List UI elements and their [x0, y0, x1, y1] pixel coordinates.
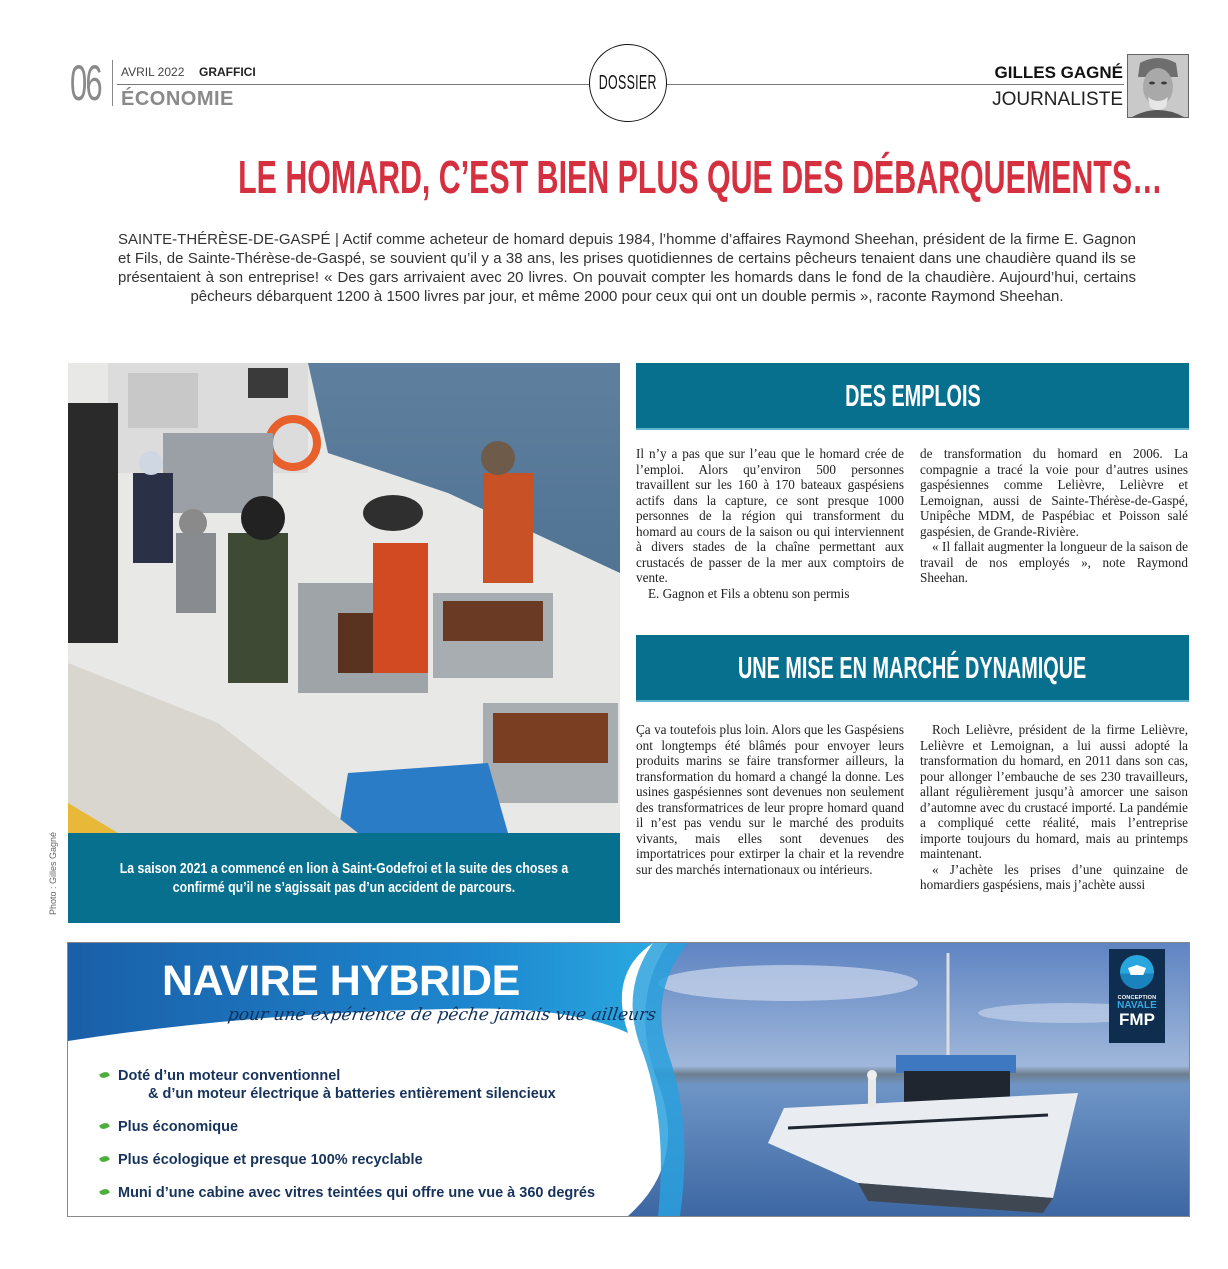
leaf-icon — [99, 1121, 110, 1131]
marche-column-2 — [920, 722, 1188, 893]
section-heading-emplois: DES EMPLOIS — [636, 363, 1189, 430]
photo-caption-box — [68, 833, 620, 923]
ad-title: NAVIRE HYBRIDE — [162, 957, 520, 1005]
paragraph: Roch Lelièvre, président de la firme Lelièvre, Lelièvre et Lemoignan, a lui aussi adopté la transformation du homard, en 2011 dans son cas, pour allonger l’embauche de ses 230 travailleurs, allant régulièrement jusqu’à amorcer une saison d’automne avec du crustacé importé. La pandémie a compliqué cette réalité, mais l’entreprise importe toujours du homard, mais au printemps maintenant. — [920, 722, 1188, 861]
advertisement-navire-hybride[interactable] — [67, 942, 1190, 1217]
leaf-icon — [99, 1187, 110, 1197]
paragraph: E. Gagnon et Fils a obtenu son permis — [648, 585, 850, 601]
marche-column-1 — [636, 722, 904, 877]
section-heading-mise-en-marche: UNE MISE EN MARCHÉ DYNAMIQUE — [636, 635, 1189, 702]
section-name: ÉCONOMIE — [121, 88, 234, 110]
publication-name: GRAFFICI — [199, 65, 256, 79]
lobster-boat-photo — [68, 363, 620, 833]
headline: LE HOMARD, C’EST BIEN PLUS QUE DES DÉBARQUEMENTS… — [238, 151, 1163, 203]
emplois-column-1 — [636, 446, 904, 601]
author-role: JOURNALISTE — [992, 89, 1123, 110]
fmp-logo: CONCEPTION NAVALE FMP — [1109, 949, 1165, 1043]
photo-credit: Photo : Gilles Gagné — [48, 831, 58, 915]
paragraph: Il n’y a pas que sur l’eau que le homard crée de l’emploi. Alors qu’environ 500 personnes travaillent sur les 160 à 170 bateaux gaspésiens actifs dans la capture, ce sont presque 1000 personnes de la région qui transforment du homard au cours de la saison ou qui interviennent à divers stades de la chaîne permettant aux crustacés de passer de la mer aux comptoirs de vente. — [636, 446, 904, 585]
ad-feature: Muni d’une cabine avec vitres teintées qui offre une vue à 360 degrés — [100, 1184, 595, 1202]
header-rule-right — [665, 84, 1124, 85]
ad-feature: Plus économique — [100, 1118, 595, 1136]
leaf-icon — [99, 1070, 110, 1080]
ad-feature: Doté d’un moteur conventionnel & d’un moteur électrique à batteries entièrement silencieux — [100, 1067, 595, 1103]
paragraph: « J’achète les prises d’une quinzaine de homardiers gaspésiens, mais j’achète aussi — [920, 861, 1188, 892]
page-number: 06 — [70, 55, 101, 111]
leaf-icon — [99, 1154, 110, 1164]
photo-caption: La saison 2021 a commencé en lion à Saint-Godefroi et la suite des choses a confirmé qu’il ne s’agissait pas d’un accident de parcours. — [119, 860, 569, 896]
boat-bow-icon — [1120, 955, 1154, 989]
dossier-badge — [589, 44, 667, 122]
ad-feature: Plus écologique et presque 100% recyclable — [100, 1151, 595, 1169]
paragraph: « Il fallait augmenter la longueur de la saison de travail de nos employés », note Raymond Sheehan. — [920, 539, 1188, 585]
ad-tagline: pour une expérience de pêche jamais vue ailleurs — [226, 1005, 658, 1025]
paragraph: Ça va toutefois plus loin. Alors que les Gaspésiens ont longtemps été blâmés pour envoyer leurs produits marins se faire transformer ailleurs, la transformation du homard a changé la donne. Les usines gaspésiennes sont devenues non seulement des transformatrices de leur propre homard quand il n’est pas vendu sur le marché des produits vivants, mais elles sont devenues des importatrices pour extirper la chair et la revendre sur des marchés internationaux ou intérieurs. — [636, 722, 904, 877]
paragraph: de transformation du homard en 2006. La compagnie a tracé la voie pour d’autres usines gaspésiennes comme Lelièvre, Lelièvre et Lemoignan, aussi de Sainte-Thérèse-de-Gaspé, Unipêche MDM, de Paspébiac et Poisson salé gaspésien, de Grande-Rivière. — [920, 446, 1188, 539]
issue-date: AVRIL 2022 — [121, 65, 185, 79]
emplois-column-2 — [920, 446, 1188, 586]
dossier-label: DOSSIER — [599, 71, 657, 94]
author-name: GILLES GAGNÉ — [994, 63, 1123, 82]
header-divider — [112, 60, 113, 106]
ad-feature-list — [100, 1067, 595, 1217]
header-rule-left — [117, 84, 591, 85]
author-portrait — [1127, 54, 1189, 118]
lead-paragraph: SAINTE-THÉRÈSE-DE-GASPÉ | Actif comme acheteur de homard depuis 1984, l’homme d’affaires Raymond Sheehan, président de la firme E. Gagnon et Fils, de Sainte-Thérèse-de-Gaspé, se souvient qu’il y a 38 ans, les prises quotidiennes de certains pêcheurs tenaient dans une chaudière quand ils se présentaient à son entreprise! « Des gars arrivaient avec 20 livres. On pouvait compter les homards dans le fond de la chaudière. Aujourd’hui, certains pêcheurs débarquent 1200 à 1500 livres par jour, et même 2000 pour ceux qui ont un double permis », raconte Raymond Sheehan. — [118, 231, 1136, 305]
